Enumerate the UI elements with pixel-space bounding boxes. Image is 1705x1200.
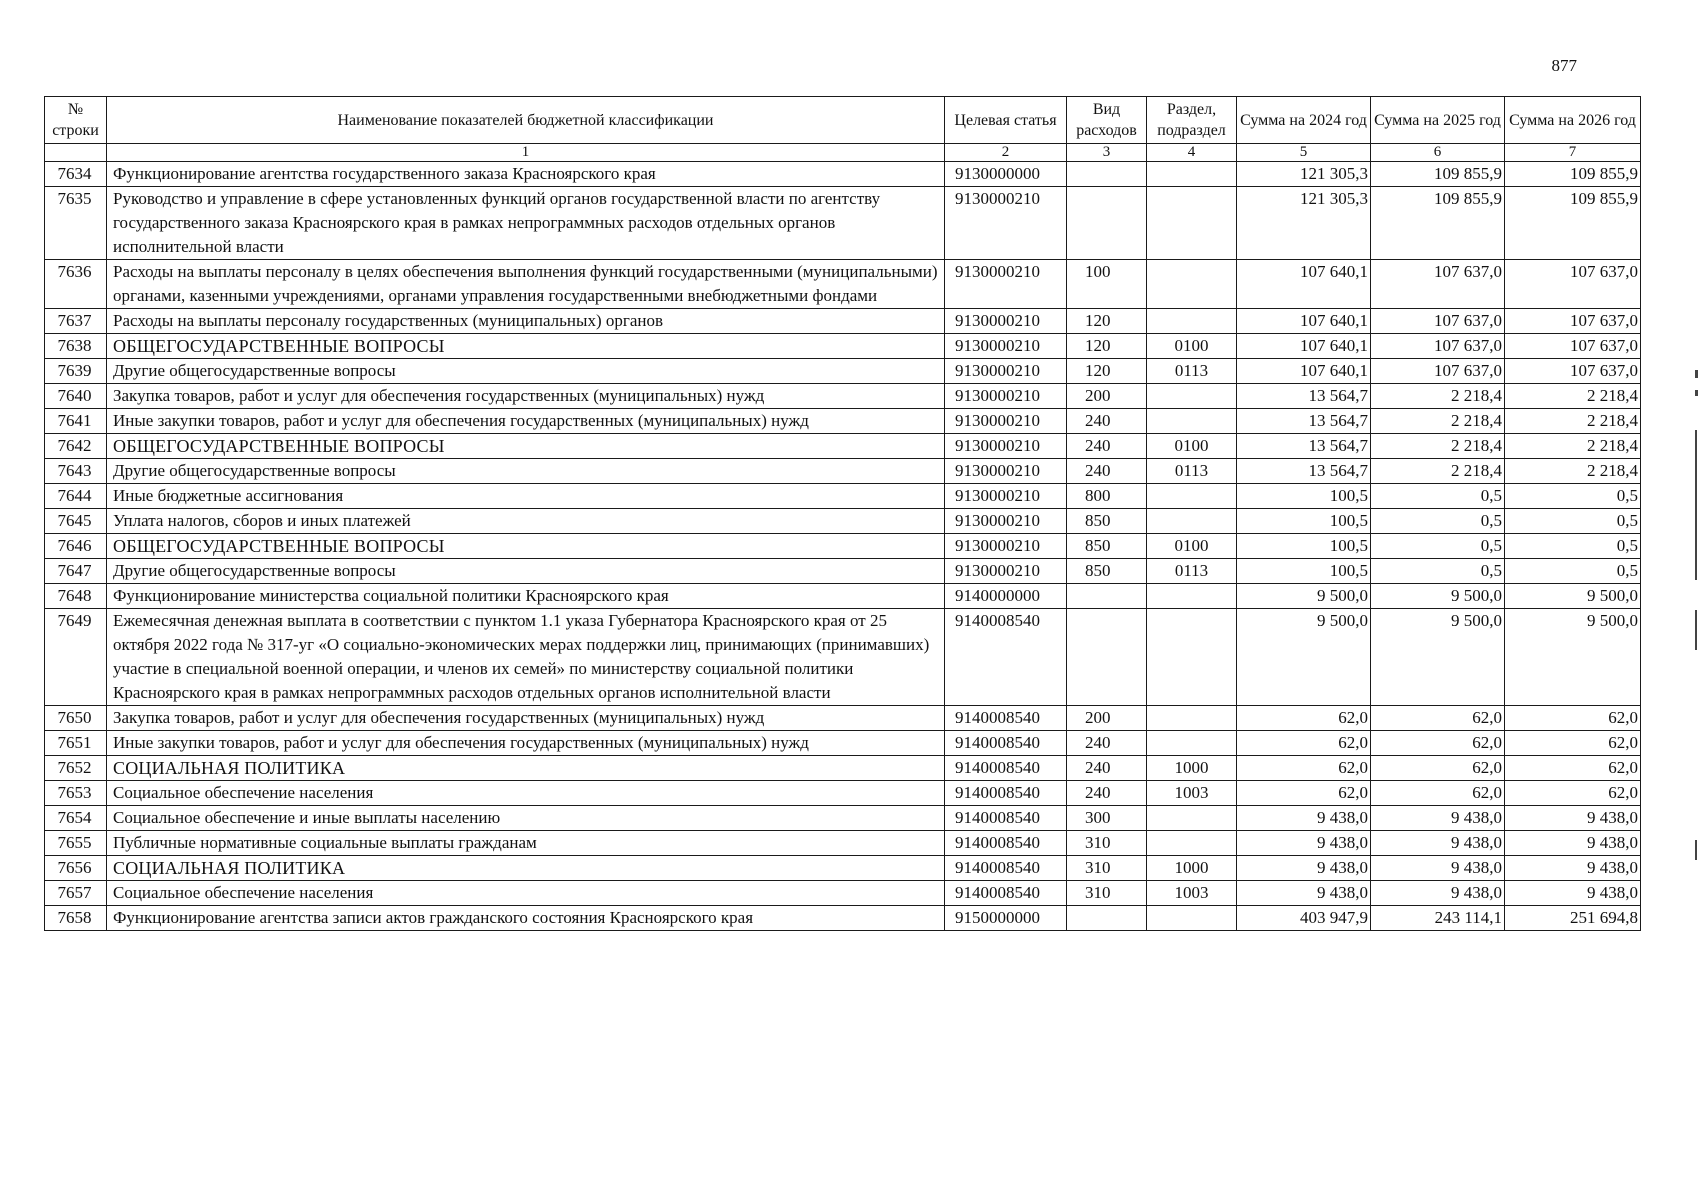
row-expense-kind: 200	[1067, 384, 1147, 409]
row-number: 7636	[45, 260, 107, 309]
row-name: СОЦИАЛЬНАЯ ПОЛИТИКА	[107, 756, 945, 781]
row-sum-2025: 62,0	[1371, 706, 1505, 731]
row-section-code	[1147, 706, 1237, 731]
row-name: Другие общегосударственные вопросы	[107, 559, 945, 584]
row-number: 7653	[45, 781, 107, 806]
row-expense-kind: 100	[1067, 260, 1147, 309]
row-name: Закупка товаров, работ и услуг для обеспечения государственных (муниципальных) нужд	[107, 384, 945, 409]
column-number: 2	[945, 144, 1067, 162]
row-expense-kind: 300	[1067, 806, 1147, 831]
column-number-blank	[45, 144, 107, 162]
row-name: Функционирование министерства социальной политики Красноярского края	[107, 584, 945, 609]
row-section-code	[1147, 384, 1237, 409]
row-number: 7645	[45, 509, 107, 534]
header-sum-2026: Сумма на 2026 год	[1505, 97, 1641, 144]
row-name: Иные бюджетные ассигнования	[107, 484, 945, 509]
table-body	[45, 162, 1641, 931]
row-name: Уплата налогов, сборов и иных платежей	[107, 509, 945, 534]
row-sum-2024: 13 564,7	[1237, 434, 1371, 459]
row-number: 7638	[45, 334, 107, 359]
row-name: ОБЩЕГОСУДАРСТВЕННЫЕ ВОПРОСЫ	[107, 534, 945, 559]
column-number: 4	[1147, 144, 1237, 162]
row-number: 7648	[45, 584, 107, 609]
budget-table	[44, 96, 1641, 931]
row-number: 7639	[45, 359, 107, 384]
row-sum-2024: 107 640,1	[1237, 260, 1371, 309]
row-sum-2024: 100,5	[1237, 534, 1371, 559]
row-target-code: 9140008540	[945, 831, 1067, 856]
row-sum-2024: 9 438,0	[1237, 831, 1371, 856]
row-number: 7640	[45, 384, 107, 409]
row-sum-2024: 13 564,7	[1237, 459, 1371, 484]
row-number: 7634	[45, 162, 107, 187]
row-sum-2026: 107 637,0	[1505, 309, 1641, 334]
table-row	[45, 334, 1641, 359]
row-target-code: 9140008540	[945, 609, 1067, 706]
row-expense-kind: 200	[1067, 706, 1147, 731]
row-target-code: 9130000210	[945, 187, 1067, 260]
row-number: 7635	[45, 187, 107, 260]
row-expense-kind: 850	[1067, 559, 1147, 584]
row-expense-kind: 240	[1067, 756, 1147, 781]
row-sum-2025: 2 218,4	[1371, 459, 1505, 484]
table-row	[45, 309, 1641, 334]
row-target-code: 9130000210	[945, 334, 1067, 359]
row-sum-2024: 9 500,0	[1237, 584, 1371, 609]
row-sum-2026: 62,0	[1505, 706, 1641, 731]
row-number: 7650	[45, 706, 107, 731]
row-sum-2025: 2 218,4	[1371, 384, 1505, 409]
row-section-code	[1147, 831, 1237, 856]
row-sum-2025: 0,5	[1371, 484, 1505, 509]
table-row	[45, 260, 1641, 309]
table-row	[45, 459, 1641, 484]
row-target-code: 9150000000	[945, 906, 1067, 931]
row-expense-kind	[1067, 906, 1147, 931]
row-section-code	[1147, 309, 1237, 334]
row-section-code	[1147, 484, 1237, 509]
row-target-code: 9140008540	[945, 856, 1067, 881]
row-section-code: 0100	[1147, 534, 1237, 559]
row-number: 7643	[45, 459, 107, 484]
row-sum-2024: 9 438,0	[1237, 856, 1371, 881]
row-section-code	[1147, 260, 1237, 309]
row-sum-2025: 9 500,0	[1371, 584, 1505, 609]
row-target-code: 9130000210	[945, 459, 1067, 484]
row-number: 7658	[45, 906, 107, 931]
row-sum-2024: 107 640,1	[1237, 309, 1371, 334]
row-sum-2024: 62,0	[1237, 781, 1371, 806]
row-section-code: 0100	[1147, 334, 1237, 359]
row-sum-2026: 9 438,0	[1505, 856, 1641, 881]
table-row	[45, 187, 1641, 260]
row-section-code: 1000	[1147, 856, 1237, 881]
row-sum-2024: 100,5	[1237, 484, 1371, 509]
row-section-code: 1000	[1147, 756, 1237, 781]
row-name: Другие общегосударственные вопросы	[107, 359, 945, 384]
row-sum-2024: 13 564,7	[1237, 384, 1371, 409]
row-sum-2026: 107 637,0	[1505, 334, 1641, 359]
row-expense-kind	[1067, 609, 1147, 706]
row-number: 7656	[45, 856, 107, 881]
row-name: Руководство и управление в сфере установленных функций органов государственной власти по агентству государственного заказа Красноярского края в рамках непрограммных расходов отдельных органов исполнительной власти	[107, 187, 945, 260]
row-sum-2025: 9 438,0	[1371, 856, 1505, 881]
row-expense-kind: 240	[1067, 434, 1147, 459]
row-sum-2026: 109 855,9	[1505, 187, 1641, 260]
header-row	[45, 97, 1641, 144]
row-expense-kind	[1067, 162, 1147, 187]
row-name: Функционирование агентства записи актов гражданского состояния Красноярского края	[107, 906, 945, 931]
row-sum-2025: 9 438,0	[1371, 881, 1505, 906]
row-name: Функционирование агентства государственного заказа Красноярского края	[107, 162, 945, 187]
row-sum-2024: 100,5	[1237, 559, 1371, 584]
row-sum-2026: 9 500,0	[1505, 609, 1641, 706]
row-sum-2025: 62,0	[1371, 781, 1505, 806]
row-expense-kind: 120	[1067, 334, 1147, 359]
row-sum-2026: 107 637,0	[1505, 260, 1641, 309]
header-kind: Вид расходов	[1067, 97, 1147, 144]
row-section-code: 0113	[1147, 559, 1237, 584]
row-target-code: 9140008540	[945, 731, 1067, 756]
row-expense-kind: 850	[1067, 534, 1147, 559]
row-sum-2024: 9 438,0	[1237, 806, 1371, 831]
row-sum-2025: 0,5	[1371, 509, 1505, 534]
row-sum-2026: 251 694,8	[1505, 906, 1641, 931]
column-number: 7	[1505, 144, 1641, 162]
table-row	[45, 384, 1641, 409]
row-number: 7655	[45, 831, 107, 856]
row-section-code	[1147, 906, 1237, 931]
row-sum-2025: 107 637,0	[1371, 260, 1505, 309]
row-expense-kind	[1067, 584, 1147, 609]
row-target-code: 9130000210	[945, 534, 1067, 559]
row-sum-2025: 62,0	[1371, 731, 1505, 756]
table-row	[45, 359, 1641, 384]
header-section: Раздел, подраздел	[1147, 97, 1237, 144]
row-sum-2026: 9 500,0	[1505, 584, 1641, 609]
column-number: 3	[1067, 144, 1147, 162]
row-number: 7652	[45, 756, 107, 781]
row-sum-2024: 62,0	[1237, 756, 1371, 781]
row-sum-2026: 0,5	[1505, 484, 1641, 509]
header-target: Целевая статья	[945, 97, 1067, 144]
row-sum-2025: 107 637,0	[1371, 334, 1505, 359]
row-sum-2026: 0,5	[1505, 509, 1641, 534]
row-expense-kind: 310	[1067, 856, 1147, 881]
row-number: 7651	[45, 731, 107, 756]
table-row	[45, 731, 1641, 756]
row-number: 7649	[45, 609, 107, 706]
table-row	[45, 856, 1641, 881]
row-sum-2024: 121 305,3	[1237, 187, 1371, 260]
row-name: Социальное обеспечение и иные выплаты населению	[107, 806, 945, 831]
row-name: Социальное обеспечение населения	[107, 881, 945, 906]
table-row	[45, 509, 1641, 534]
column-number: 6	[1371, 144, 1505, 162]
row-sum-2025: 243 114,1	[1371, 906, 1505, 931]
row-section-code: 1003	[1147, 781, 1237, 806]
row-number: 7642	[45, 434, 107, 459]
row-sum-2024: 121 305,3	[1237, 162, 1371, 187]
row-number: 7657	[45, 881, 107, 906]
row-sum-2026: 2 218,4	[1505, 459, 1641, 484]
row-expense-kind: 240	[1067, 409, 1147, 434]
row-sum-2026: 9 438,0	[1505, 806, 1641, 831]
header-row-no: № строки	[45, 97, 107, 144]
row-sum-2026: 62,0	[1505, 731, 1641, 756]
row-expense-kind: 310	[1067, 881, 1147, 906]
row-expense-kind	[1067, 187, 1147, 260]
row-sum-2025: 9 438,0	[1371, 806, 1505, 831]
table-row	[45, 409, 1641, 434]
row-sum-2024: 107 640,1	[1237, 334, 1371, 359]
table-row	[45, 162, 1641, 187]
row-expense-kind: 800	[1067, 484, 1147, 509]
row-sum-2025: 2 218,4	[1371, 409, 1505, 434]
row-sum-2026: 62,0	[1505, 756, 1641, 781]
table-row	[45, 559, 1641, 584]
table-row	[45, 781, 1641, 806]
row-number: 7637	[45, 309, 107, 334]
row-sum-2026: 107 637,0	[1505, 359, 1641, 384]
row-name: Другие общегосударственные вопросы	[107, 459, 945, 484]
row-sum-2024: 107 640,1	[1237, 359, 1371, 384]
table-row	[45, 881, 1641, 906]
row-name: Ежемесячная денежная выплата в соответствии с пунктом 1.1 указа Губернатора Красноярского края от 25 октября 2022 года № 317-уг «О социально-экономических мерах поддержки лиц, принимающих (принимавших) участие в специальной военной операции, и членов их семей» по министерству социальной политики Красноярского края в рамках непрограммных расходов отдельных органов исполнительной власти	[107, 609, 945, 706]
row-expense-kind: 240	[1067, 459, 1147, 484]
row-target-code: 9130000000	[945, 162, 1067, 187]
row-section-code	[1147, 509, 1237, 534]
row-sum-2026: 9 438,0	[1505, 881, 1641, 906]
row-name: Иные закупки товаров, работ и услуг для обеспечения государственных (муниципальных) нужд	[107, 731, 945, 756]
row-target-code: 9130000210	[945, 309, 1067, 334]
row-sum-2025: 9 438,0	[1371, 831, 1505, 856]
header-sum-2024: Сумма на 2024 год	[1237, 97, 1371, 144]
table-row	[45, 584, 1641, 609]
column-number-row	[45, 144, 1641, 162]
row-name: Публичные нормативные социальные выплаты гражданам	[107, 831, 945, 856]
header-name: Наименование показателей бюджетной классификации	[107, 97, 945, 144]
row-sum-2025: 107 637,0	[1371, 359, 1505, 384]
row-sum-2026: 2 218,4	[1505, 434, 1641, 459]
row-target-code: 9130000210	[945, 559, 1067, 584]
row-section-code: 0100	[1147, 434, 1237, 459]
row-target-code: 9130000210	[945, 359, 1067, 384]
row-section-code	[1147, 409, 1237, 434]
row-section-code: 1003	[1147, 881, 1237, 906]
row-sum-2025: 109 855,9	[1371, 187, 1505, 260]
row-section-code	[1147, 162, 1237, 187]
row-name: Расходы на выплаты персоналу государственных (муниципальных) органов	[107, 309, 945, 334]
row-sum-2026: 0,5	[1505, 534, 1641, 559]
row-name: ОБЩЕГОСУДАРСТВЕННЫЕ ВОПРОСЫ	[107, 334, 945, 359]
row-expense-kind: 120	[1067, 309, 1147, 334]
row-sum-2026: 109 855,9	[1505, 162, 1641, 187]
row-sum-2025: 0,5	[1371, 534, 1505, 559]
row-name: ОБЩЕГОСУДАРСТВЕННЫЕ ВОПРОСЫ	[107, 434, 945, 459]
row-section-code: 0113	[1147, 459, 1237, 484]
row-name: Расходы на выплаты персоналу в целях обеспечения выполнения функций государственными (муниципальными) органами, казенными учреждениями, органами управления государственными внебюджетными фондами	[107, 260, 945, 309]
row-number: 7654	[45, 806, 107, 831]
row-sum-2024: 62,0	[1237, 706, 1371, 731]
row-sum-2025: 0,5	[1371, 559, 1505, 584]
row-expense-kind: 310	[1067, 831, 1147, 856]
row-target-code: 9130000210	[945, 484, 1067, 509]
row-section-code: 0113	[1147, 359, 1237, 384]
row-target-code: 9140008540	[945, 806, 1067, 831]
row-sum-2024: 9 500,0	[1237, 609, 1371, 706]
row-sum-2024: 62,0	[1237, 731, 1371, 756]
row-expense-kind: 120	[1067, 359, 1147, 384]
row-target-code: 9140000000	[945, 584, 1067, 609]
row-sum-2025: 9 500,0	[1371, 609, 1505, 706]
row-target-code: 9130000210	[945, 260, 1067, 309]
table-row	[45, 534, 1641, 559]
row-sum-2026: 2 218,4	[1505, 409, 1641, 434]
table-row	[45, 831, 1641, 856]
row-target-code: 9130000210	[945, 434, 1067, 459]
table-row	[45, 434, 1641, 459]
row-number: 7641	[45, 409, 107, 434]
row-target-code: 9140008540	[945, 706, 1067, 731]
row-expense-kind: 240	[1067, 731, 1147, 756]
row-number: 7644	[45, 484, 107, 509]
scan-edge-marks	[1695, 370, 1699, 890]
row-sum-2024: 403 947,9	[1237, 906, 1371, 931]
row-name: СОЦИАЛЬНАЯ ПОЛИТИКА	[107, 856, 945, 881]
row-expense-kind: 850	[1067, 509, 1147, 534]
row-sum-2025: 109 855,9	[1371, 162, 1505, 187]
row-sum-2026: 2 218,4	[1505, 384, 1641, 409]
table-row	[45, 484, 1641, 509]
row-sum-2026: 9 438,0	[1505, 831, 1641, 856]
row-sum-2024: 13 564,7	[1237, 409, 1371, 434]
row-name: Иные закупки товаров, работ и услуг для обеспечения государственных (муниципальных) нужд	[107, 409, 945, 434]
row-target-code: 9130000210	[945, 409, 1067, 434]
header-sum-2025: Сумма на 2025 год	[1371, 97, 1505, 144]
row-target-code: 9140008540	[945, 756, 1067, 781]
row-section-code	[1147, 806, 1237, 831]
row-name: Социальное обеспечение населения	[107, 781, 945, 806]
table-row	[45, 706, 1641, 731]
row-number: 7646	[45, 534, 107, 559]
column-number: 5	[1237, 144, 1371, 162]
row-sum-2024: 100,5	[1237, 509, 1371, 534]
row-sum-2025: 62,0	[1371, 756, 1505, 781]
table-row	[45, 756, 1641, 781]
page-number: 877	[1551, 56, 1577, 75]
row-sum-2026: 0,5	[1505, 559, 1641, 584]
row-section-code	[1147, 584, 1237, 609]
row-name: Закупка товаров, работ и услуг для обеспечения государственных (муниципальных) нужд	[107, 706, 945, 731]
row-section-code	[1147, 609, 1237, 706]
row-section-code	[1147, 731, 1237, 756]
row-sum-2025: 107 637,0	[1371, 309, 1505, 334]
table-row	[45, 906, 1641, 931]
row-target-code: 9140008540	[945, 781, 1067, 806]
row-sum-2024: 9 438,0	[1237, 881, 1371, 906]
row-target-code: 9130000210	[945, 384, 1067, 409]
column-number: 1	[107, 144, 945, 162]
row-target-code: 9130000210	[945, 509, 1067, 534]
table-row	[45, 806, 1641, 831]
table-row	[45, 609, 1641, 706]
row-expense-kind: 240	[1067, 781, 1147, 806]
row-target-code: 9140008540	[945, 881, 1067, 906]
row-sum-2025: 2 218,4	[1371, 434, 1505, 459]
row-number: 7647	[45, 559, 107, 584]
row-sum-2026: 62,0	[1505, 781, 1641, 806]
row-section-code	[1147, 187, 1237, 260]
